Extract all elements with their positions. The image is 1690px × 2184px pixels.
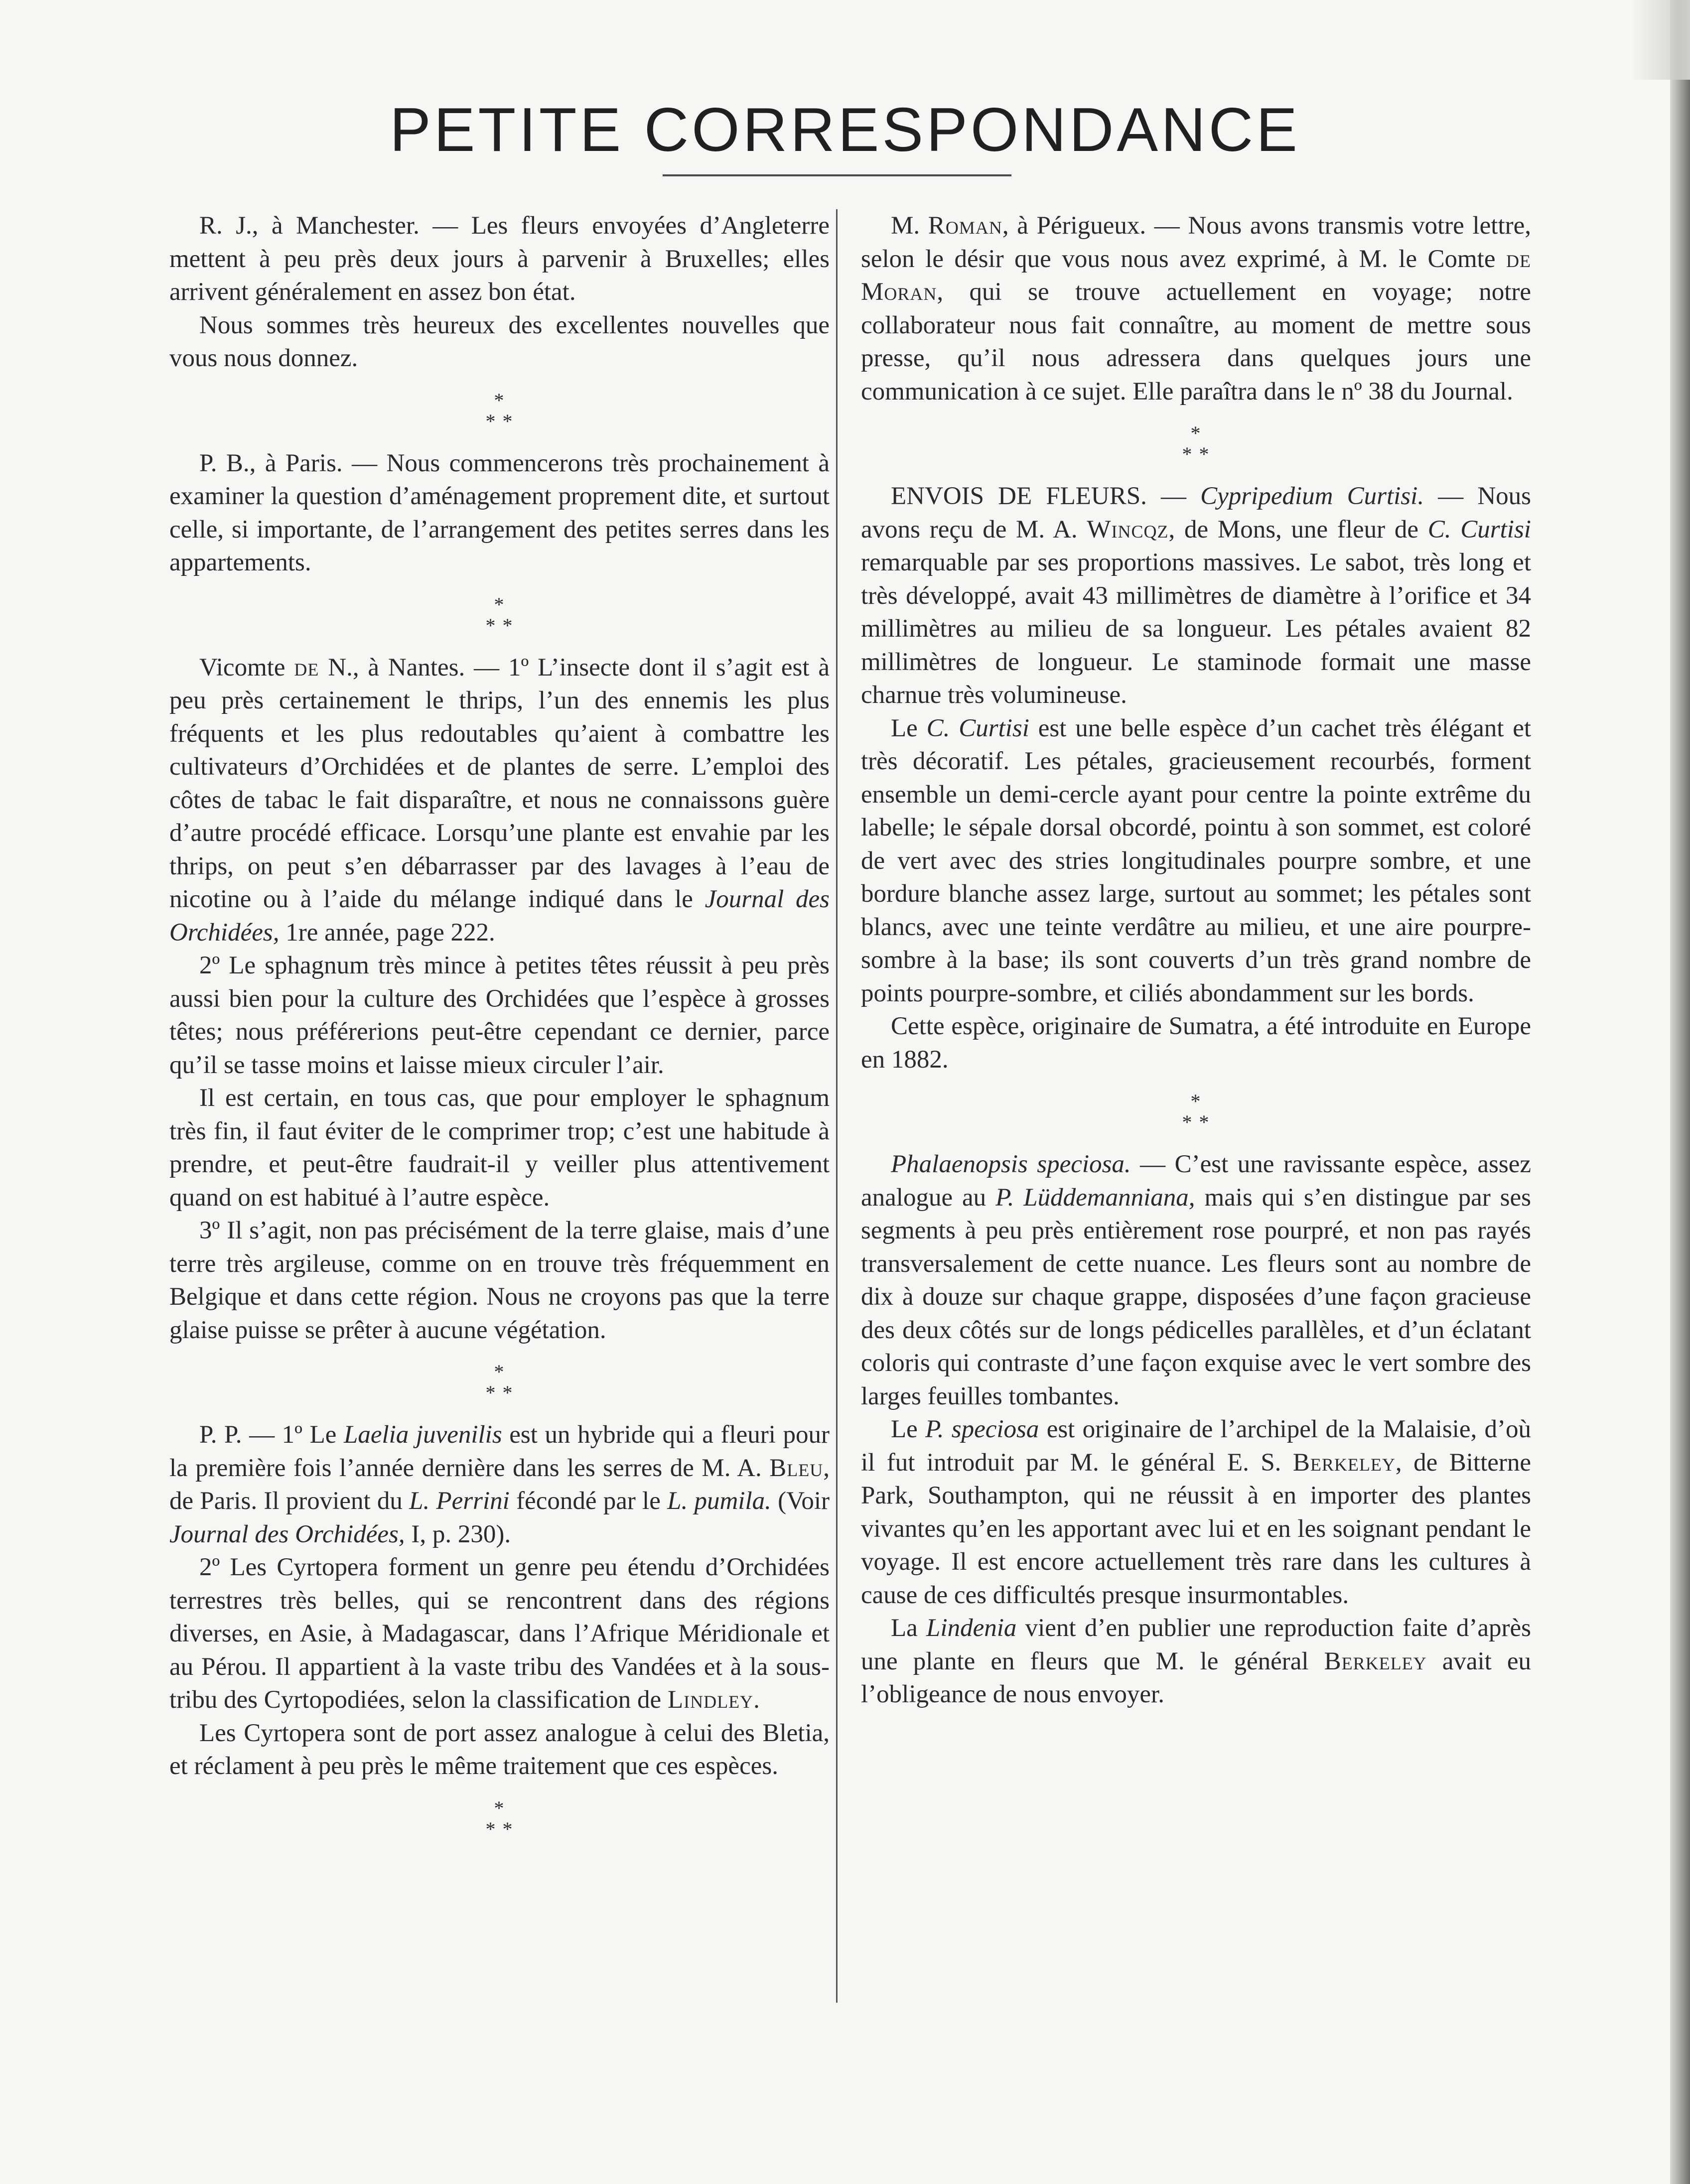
asterism-separator: * * * bbox=[1182, 1090, 1210, 1133]
paragraph: P. B., à Paris. — Nous commencerons très prochainement à examiner la question d’aménagement proprement dite, et surtout celle, si importante, de l’arrangement des petites serres dans les appartements. bbox=[169, 449, 830, 576]
page-corner-shadow bbox=[1630, 0, 1690, 80]
paragraph: M. Roman, à Périgueux. — Nous avons transmis votre lettre, selon le désir que vous nous avez exprimé, à M. le Comte de Moran, qui se trouve actuellement en voyage; notre collaborateur nous fait connaître, au moment de mettre sous presse, qu’il nous adressera dans quelques jours une communication à ce sujet. Elle paraîtra dans le nº 38 du Journal. bbox=[861, 212, 1531, 406]
paragraph: 2º Le sphagnum très mince à petites têtes réussit à peu près aussi bien pour la culture des Orchidées que l’espèce à grosses têtes; nous préférerions peut-être cependant ce dernier, parce qu’il se tasse moins et laisse mieux circuler l’air. bbox=[169, 952, 830, 1079]
paragraph: Il est certain, en tous cas, que pour employer le sphagnum très fin, il faut éviter de le comprimer trop; c’est une habitude à prendre, et peut-être faudrait-il y veiller plus attentivement quand on est habitué à l’autre espèce. bbox=[169, 1084, 830, 1212]
paragraph: Le P. speciosa est originaire de l’archipel de la Malaisie, d’où il fut introduit par M. le général E. S. Berkeley, de Bitterne Park, Southampton, qui ne réussit à en importer des plantes vivantes qu’en les apportant avec lui et en les soignant pendant le voyage. Il est encore actuellement très rare dans les cultures à cause de ces difficultés presque insurmontables. bbox=[861, 1415, 1532, 1609]
paragraph: 3º Il s’agit, non pas précisément de la terre glaise, mais d’une terre très argileuse, comme on en trouve très fréquemment en Belgique et dans cette région. Nous ne croyons pas que la terre glaise puisse se prêter à aucune végétation. bbox=[169, 1217, 830, 1344]
asterism-separator: * * * bbox=[485, 389, 514, 432]
column-divider bbox=[836, 209, 838, 2003]
paragraph: Phalaenopsis speciosa. — C’est une ravissante espèce, assez analogue au P. Lüddemanniana, mais qui s’en distingue par ses segments à peu près entièrement rose pourpré, et non pas rayés transversalement de cette nuance. Les fleurs sont au nombre de dix à douze sur chaque grappe, disposées d’une façon gracieuse des deux côtés sur de longs pédicelles parallèles, et d’un éclatant coloris qui contraste d’une façon exquise avec le vert sombre des larges feuilles tombantes. bbox=[861, 1150, 1531, 1410]
paragraph: Le C. Curtisi est une belle espèce d’un cachet très élégant et très décoratif. Les pétales, gracieusement recourbés, forment ensemble un demi-cercle ayant pour centre la pointe extrême du labelle; le sépale dorsal obcordé, pointu à son sommet, est coloré de vert avec des stries longitudinales pourpre sombre, et une bordure blanche assez large, surtout au sommet; les pétales sont blancs, avec une teinte verdâtre au milieu, et une aire pourpre-sombre à la base; ils sont couverts d’un très grand nombre de points pourpre-sombre, et ciliés abondamment sur les bords. bbox=[861, 714, 1531, 1007]
paragraph: Les Cyrtopera sont de port assez analogue à celui des Bletia, et réclament à peu près le même traitement que ces espèces. bbox=[169, 1719, 830, 1780]
page-edge-shadow bbox=[1670, 0, 1690, 2184]
paragraph: 2º Les Cyrtopera forment un genre peu étendu d’Orchidées terrestres très belles, qui se rencontrent dans des régions diverses, en Asie, à Madagascar, dans l’Afrique Méridionale et au Pérou. Il appartient à la vaste tribu des Vandées et à la sous-tribu des Cyrtopodiées, selon la classification de Lindley. bbox=[169, 1553, 830, 1714]
title-underline bbox=[663, 174, 1011, 176]
paragraph: Cette espèce, originaire de Sumatra, a été introduite en Europe en 1882. bbox=[861, 1012, 1531, 1074]
asterism-separator: * * * bbox=[485, 1796, 514, 1840]
paragraph: Vicomte de N., à Nantes. — 1º L’insecte dont il s’agit est à peu près certainement le thrips, l’un des ennemis les plus fréquents et les plus redoutables qu’aient à combattre les cultivateurs d’Orchidées et de plantes de serre. L’emploi des côtes de tabac le fait disparaître, et nous ne connaissons guère d’autre procédé efficace. Lorsqu’une plante est envahie par les thrips, on peut s’en débarrasser par des lavages à l’eau de nicotine ou à l’aide du mélange indiqué dans le Journal des Orchidées, 1re année, page 222. bbox=[169, 653, 830, 947]
right-column bbox=[861, 209, 1531, 1711]
left-column bbox=[169, 209, 830, 1855]
asterism-separator: * * * bbox=[485, 1361, 514, 1404]
paragraph: Nous sommes très heureux des excellentes nouvelles que vous nous donnez. bbox=[169, 311, 830, 372]
page-title: PETITE CORRESPONDANCE bbox=[390, 96, 1300, 164]
paragraph: La Lindenia vient d’en publier une reproduction faite d’après une plante en fleurs que M. le général Berkeley avait eu l’obligeance de nous envoyer. bbox=[861, 1614, 1532, 1708]
asterism-separator: * * * bbox=[485, 593, 514, 637]
asterism-separator: * * * bbox=[1182, 422, 1210, 465]
paragraph: R. J., à Manchester. — Les fleurs envoyées d’Angleterre mettent à peu près deux jours à parvenir à Bruxelles; elles arrivent généralement en assez bon état. bbox=[169, 212, 830, 306]
paragraph: P. P. — 1º Le Laelia juvenilis est un hybride qui a fleuri pour la première fois l’année dernière dans les serres de M. A. Bleu, de Paris. Il provient du L. Perrini fécondé par le L. pumila. (Voir Journal des Orchidées, I, p. 230). bbox=[169, 1421, 830, 1548]
paragraph: ENVOIS DE FLEURS. — Cypripedium Curtisi. — Nous avons reçu de M. A. Wincqz, de Mons, une fleur de C. Curtisi remarquable par ses proportions massives. Le sabot, très long et très développé, avait 43 millimètres de diamètre à l’orifice et 34 millimètres au milieu de sa longueur. Les pétales avaient 82 millimètres de longueur. Le staminode formait une masse charnue très volumineuse. bbox=[861, 482, 1532, 709]
